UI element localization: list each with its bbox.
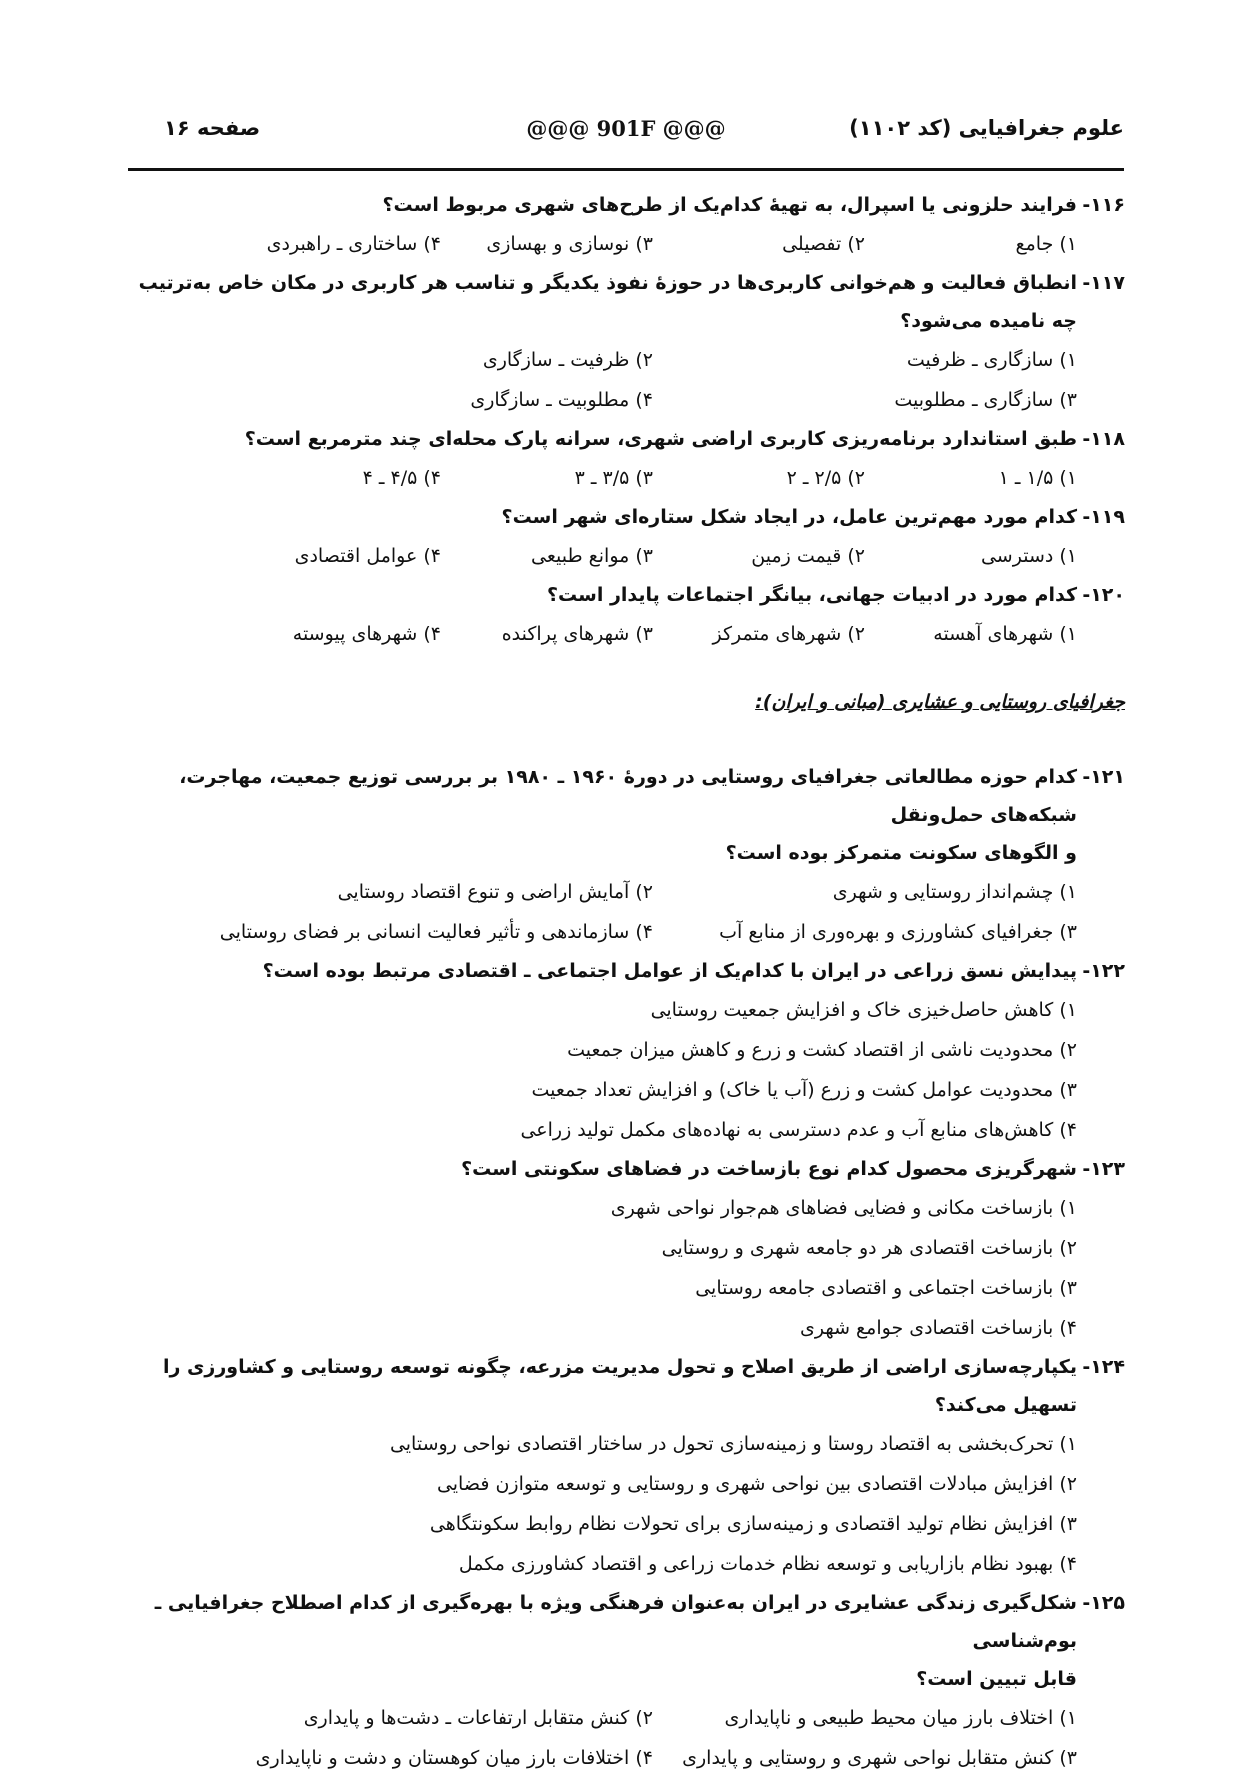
page-number: صفحه ۱۶ <box>164 116 261 140</box>
question-number: ۱۲۰- <box>1082 584 1125 606</box>
option-3[interactable]: ۳) بازساخت اجتماعی و اقتصادی جامعه روستایی <box>695 1277 1077 1299</box>
options <box>125 1738 1125 1778</box>
options <box>125 872 1125 912</box>
question-text: کدام حوزه مطالعاتی جغرافیای روستایی در دورهٔ ۱۹۶۰ ـ ۱۹۸۰ بر بررسی توزیع جمعیت، مهاجرت، شبکه‌های حمل‌ونقل <box>179 766 1077 826</box>
option-1[interactable]: ۱) بازساخت مکانی و فضایی فضاهای هم‌جوار نواحی شهری <box>610 1197 1077 1219</box>
question-number: ۱۲۲- <box>1082 960 1125 982</box>
option-4[interactable]: ۴) اختلافات بارز میان کوهستان و دشت و ناپایداری <box>255 1747 653 1769</box>
option-4[interactable]: ۴) ۴/۵ ـ ۴ <box>362 467 441 489</box>
booklet-code: @@@ 901F @@@ <box>526 116 726 141</box>
question-text-continued: قابل تبیین است؟ <box>916 1668 1077 1690</box>
option-1[interactable]: ۱) سازگاری ـ ظرفیت <box>906 349 1077 371</box>
option-4[interactable]: ۴) ساختاری ـ راهبردی <box>266 233 441 255</box>
options <box>125 458 1125 498</box>
question-number: ۱۲۳- <box>1082 1158 1125 1180</box>
option-1[interactable]: ۱) جامع <box>1015 233 1077 255</box>
option-2[interactable]: ۲) محدودیت ناشی از اقتصاد کشت و زرع و کاهش میزان جمعیت <box>567 1039 1077 1061</box>
question-text: انطباق فعالیت و هم‌خوانی کاربری‌ها در حوزهٔ نفوذ یکدیگر و تناسب هر کاربری در مکان خاص به‌ترتیب چه نامیده می‌شود؟ <box>138 272 1077 332</box>
question-number: ۱۲۴- <box>1082 1356 1125 1378</box>
option-1[interactable]: ۱) دسترسی <box>980 545 1077 567</box>
options <box>125 1698 1125 1738</box>
page-header <box>128 116 1124 156</box>
option-1[interactable]: ۱) چشم‌انداز روستایی و شهری <box>832 881 1077 903</box>
option-3[interactable]: ۳) ۳/۵ ـ ۳ <box>574 467 653 489</box>
question-number: ۱۱۸- <box>1082 428 1125 450</box>
option-2[interactable]: ۲) آمایش اراضی و تنوع اقتصاد روستایی <box>337 881 653 903</box>
option-4[interactable]: ۴) مطلوبیت ـ سازگاری <box>470 389 653 411</box>
option-3[interactable]: ۳) نوسازی و بهسازی <box>486 233 653 255</box>
question <box>125 420 1125 498</box>
question <box>125 576 1125 654</box>
option-2[interactable]: ۲) شهرهای متمرکز <box>712 623 865 645</box>
question-number: ۱۱۶- <box>1082 194 1125 216</box>
question <box>125 186 1125 264</box>
question-text-continued: و الگوهای سکونت متمرکز بوده است؟ <box>725 842 1077 864</box>
question-text: طبق استاندارد برنامه‌ریزی کاربری اراضی شهری، سرانه پارک محله‌ای چند مترمربع است؟ <box>244 428 1077 450</box>
question <box>125 498 1125 576</box>
subject-title: علوم جغرافیایی (کد ۱۱۰۲) <box>849 116 1124 140</box>
options <box>125 536 1125 576</box>
option-3[interactable]: ۳) شهرهای پراکنده <box>501 623 653 645</box>
option-3[interactable]: ۳) کنش متقابل نواحی شهری و روستایی و پایداری <box>682 1747 1077 1769</box>
options <box>125 340 1125 380</box>
option-3[interactable]: ۳) موانع طبیعی <box>531 545 653 567</box>
question-text: کدام مورد در ادبیات جهانی، بیانگر اجتماعات پایدار است؟ <box>547 584 1077 606</box>
option-4[interactable]: ۴) بهبود نظام بازاریابی و توسعه نظام خدمات زراعی و اقتصاد کشاورزی مکمل <box>458 1553 1077 1575</box>
option-1[interactable]: ۱) کاهش حاصل‌خیزی خاک و افزایش جمعیت روستایی <box>650 999 1077 1021</box>
option-4[interactable]: ۴) کاهش‌های منابع آب و عدم دسترسی به نهاده‌های مکمل تولید زراعی <box>520 1119 1077 1141</box>
question-text: کدام مورد مهم‌ترین عامل، در ایجاد شکل ستاره‌ای شهر است؟ <box>501 506 1077 528</box>
option-2[interactable]: ۲) افزایش مبادلات اقتصادی بین نواحی شهری و روستایی و توسعه متوازن فضایی <box>436 1473 1077 1495</box>
option-2[interactable]: ۲) کنش متقابل ارتفاعات ـ دشت‌ها و پایداری <box>303 1707 653 1729</box>
header-rule <box>128 168 1124 171</box>
question <box>125 1150 1125 1348</box>
question-number: ۱۱۷- <box>1082 272 1125 294</box>
option-1[interactable]: ۱) شهرهای آهسته <box>933 623 1077 645</box>
option-4[interactable]: ۴) شهرهای پیوسته <box>292 623 441 645</box>
option-4[interactable]: ۴) بازساخت اقتصادی جوامع شهری <box>799 1317 1077 1339</box>
question <box>125 952 1125 1150</box>
question-text: شهرگریزی محصول کدام نوع بازساخت در فضاهای سکونتی است؟ <box>461 1158 1077 1180</box>
option-1[interactable]: ۱) ۱/۵ ـ ۱ <box>998 467 1077 489</box>
option-4[interactable]: ۴) عوامل اقتصادی <box>294 545 441 567</box>
question-text: یکپارچه‌سازی اراضی از طریق اصلاح و تحول مدیریت مزرعه، چگونه توسعه روستایی و کشاورزی را تسهیل می‌کند؟ <box>162 1356 1077 1416</box>
questions-area <box>125 186 1125 1778</box>
option-3[interactable]: ۳) افزایش نظام تولید اقتصادی و زمینه‌سازی برای تحولات نظام روابط سکونتگاهی <box>429 1513 1077 1535</box>
question-number: ۱۱۹- <box>1082 506 1125 528</box>
option-1[interactable]: ۱) تحرک‌بخشی به اقتصاد روستا و زمینه‌سازی تحول در ساختار اقتصادی نواحی روستایی <box>389 1433 1077 1455</box>
option-3[interactable]: ۳) محدودیت عوامل کشت و زرع (آب یا خاک) و افزایش تعداد جمعیت <box>531 1079 1077 1101</box>
option-3[interactable]: ۳) جغرافیای کشاورزی و بهره‌وری از منابع آب <box>719 921 1077 943</box>
question <box>125 1348 1125 1584</box>
option-2[interactable]: ۲) ۲/۵ ـ ۲ <box>786 467 865 489</box>
option-2[interactable]: ۲) ظرفیت ـ سازگاری <box>482 349 653 371</box>
question <box>125 758 1125 952</box>
option-2[interactable]: ۲) تفصیلی <box>782 233 865 255</box>
question-text: فرایند حلزونی یا اسپرال، به تهیهٔ کدام‌یک از طرح‌های شهری مربوط است؟ <box>382 194 1077 216</box>
options <box>125 912 1125 952</box>
option-3[interactable]: ۳) سازگاری ـ مطلوبیت <box>894 389 1077 411</box>
question-number: ۱۲۵- <box>1082 1592 1125 1614</box>
question-number: ۱۲۱- <box>1082 766 1125 788</box>
options <box>125 224 1125 264</box>
option-4[interactable]: ۴) سازماندهی و تأثیر فعالیت انسانی بر فضای روستایی <box>219 921 653 943</box>
option-1[interactable]: ۱) اختلاف بارز میان محیط طبیعی و ناپایداری <box>724 1707 1077 1729</box>
question <box>125 1584 1125 1778</box>
options <box>125 614 1125 654</box>
question-text: پیدایش نسق زراعی در ایران با کدام‌یک از عوامل اجتماعی ـ اقتصادی مرتبط بوده است؟ <box>262 960 1077 982</box>
option-2[interactable]: ۲) بازساخت اقتصادی هر دو جامعه شهری و روستایی <box>661 1237 1077 1259</box>
question-text: شکل‌گیری زندگی عشایری در ایران به‌عنوان فرهنگی ویژه با بهره‌گیری از کدام اصطلاح جغرافیایی ـ بوم‌شناسی <box>154 1592 1077 1652</box>
options <box>125 380 1125 420</box>
question <box>125 264 1125 420</box>
option-2[interactable]: ۲) قیمت زمین <box>751 545 865 567</box>
section-title: جغرافیای روستایی و عشایری (مبانی و ایران): <box>755 691 1125 713</box>
